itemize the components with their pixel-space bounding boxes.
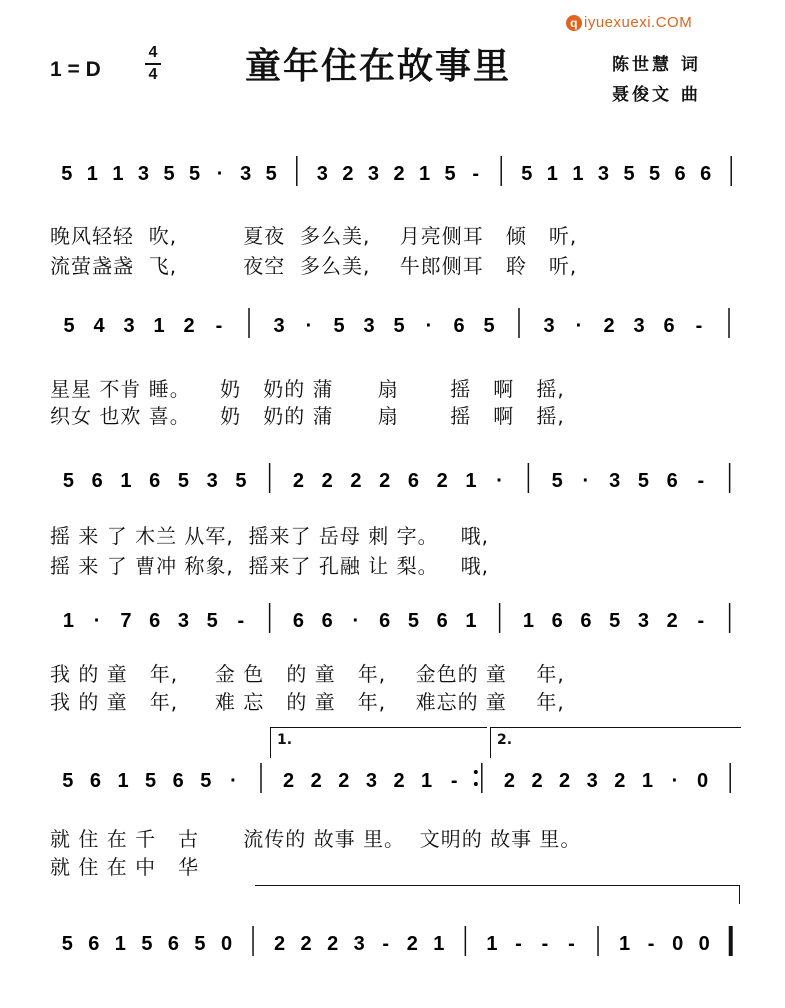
note: - <box>515 933 522 955</box>
composer-credit: 聂俊文 曲 <box>612 85 701 105</box>
note: 1 <box>619 933 631 955</box>
note: 5 <box>145 770 157 792</box>
note: - <box>450 770 458 792</box>
note: 2 <box>300 933 312 955</box>
note: 2 <box>406 933 418 955</box>
lyric-line-1a: 晚风轻轻 吹, 夏夜 多么美, 月亮侧耳 倾 听, <box>50 224 578 248</box>
note: 5 <box>623 163 635 185</box>
note: 3 <box>637 610 649 632</box>
note: 2 <box>342 163 354 185</box>
note: 3 <box>123 315 135 337</box>
note: 3 <box>367 163 380 185</box>
lyric-line-2b: 织女 也欢 喜。 奶 奶的 蒲 扇 摇 啊 摇, <box>50 404 565 428</box>
note: 3 <box>586 770 598 792</box>
note: 5 <box>235 470 247 492</box>
note: 1 <box>112 163 124 185</box>
note: 7 <box>120 610 132 632</box>
note: 2 <box>436 470 448 492</box>
note: 3 <box>633 315 645 337</box>
note: 1 <box>120 470 132 492</box>
note: - <box>382 933 390 955</box>
lyric-line-3b: 摇 来 了 曹冲 称象, 摇来了 孔融 让 梨。 哦, <box>50 554 490 578</box>
note: 0 <box>697 770 709 792</box>
note: 3 <box>363 315 375 337</box>
note: · <box>575 315 583 337</box>
note: 3 <box>240 163 252 185</box>
note: 0 <box>672 933 684 955</box>
note: 1 <box>465 610 477 632</box>
notation-line-2 <box>48 300 748 340</box>
note: - <box>215 315 223 337</box>
note: - <box>647 933 655 955</box>
note: · <box>216 163 224 185</box>
note: 6 <box>167 933 179 955</box>
note: 5 <box>194 933 206 955</box>
note: 6 <box>551 610 563 632</box>
note: 6 <box>91 470 103 492</box>
note: 1 <box>522 610 534 632</box>
note: 2 <box>350 470 362 492</box>
note: 3 <box>206 470 218 492</box>
note: 5 <box>163 163 175 185</box>
note: 3 <box>316 163 328 185</box>
note: 3 <box>365 770 377 792</box>
time-signature <box>145 44 161 84</box>
lyric-line-3a: 摇 来 了 木兰 从军, 摇来了 岳母 刺 字。 哦, <box>50 524 490 548</box>
note: 6 <box>580 610 592 632</box>
watermark <box>566 14 692 31</box>
note: - <box>472 163 480 185</box>
note: 5 <box>200 770 212 792</box>
note: - <box>697 610 705 632</box>
note: 5 <box>62 470 74 492</box>
note: 6 <box>89 770 101 792</box>
note: 3 <box>543 315 555 337</box>
note: · <box>425 315 433 337</box>
note: · <box>352 610 360 632</box>
note: 5 <box>521 163 533 185</box>
note: 2 <box>338 770 350 792</box>
lyric-line-2a: 星星 不肯 睡。 奶 奶的 蒲 扇 摇 啊 摇, <box>50 377 565 401</box>
notation-line-1 <box>48 148 748 188</box>
note: 5 <box>609 610 621 632</box>
note: · <box>305 315 313 337</box>
note: 5 <box>61 933 73 955</box>
note: 6 <box>666 470 678 492</box>
note: 2 <box>327 933 339 955</box>
note: 6 <box>663 315 675 337</box>
volta-2-label: 2. <box>497 732 513 748</box>
note: 1 <box>114 933 126 955</box>
note: 6 <box>379 610 391 632</box>
note: 2 <box>292 470 304 492</box>
note: 2 <box>183 315 195 337</box>
note: 2 <box>379 470 391 492</box>
key-signature: 1 = D <box>50 58 101 81</box>
lyric-line-5a: 就 住 在 千 古 流传的 故事 里。 文明的 故事 里。 <box>50 827 582 851</box>
note: 5 <box>61 163 73 185</box>
note: 5 <box>483 315 495 337</box>
volta-1-label: 1. <box>277 732 293 748</box>
note: 0 <box>220 933 233 955</box>
notation-svg-2 <box>48 300 748 350</box>
q-logo-icon: q <box>566 15 582 31</box>
note: 5 <box>188 163 201 185</box>
note: - <box>237 610 245 632</box>
note: 4 <box>93 315 105 337</box>
note: 1 <box>572 163 584 185</box>
note: 1 <box>486 933 498 955</box>
notation-svg-3 <box>48 455 748 505</box>
lyric-line-1b: 流萤盏盏 飞, 夜空 多么美, 牛郎侧耳 聆 听, <box>50 254 578 278</box>
note: 5 <box>551 470 563 492</box>
note: - <box>568 933 575 955</box>
note: 6 <box>88 933 100 955</box>
note: 0 <box>698 933 710 955</box>
note: 1 <box>546 163 558 185</box>
lyricist-credit: 陈世慧 词 <box>612 55 701 75</box>
notation-svg-1 <box>48 148 748 198</box>
song-title: 童年住在故事里 <box>245 46 512 87</box>
note: 3 <box>597 163 610 185</box>
note: 5 <box>206 610 218 632</box>
note: 5 <box>141 933 153 955</box>
note: 1 <box>153 315 165 337</box>
note: 1 <box>86 163 98 185</box>
note: 2 <box>603 315 615 337</box>
note: 2 <box>274 933 286 955</box>
note: 6 <box>149 610 161 632</box>
coda-bracket <box>255 885 740 904</box>
note: 2 <box>531 770 543 792</box>
lyric-line-4a: 我 的 童 年, 金 色 的 童 年, 金色的 童 年, <box>50 662 565 686</box>
note: 5 <box>62 770 74 792</box>
notation-line-6 <box>48 918 748 958</box>
note: 2 <box>503 770 515 792</box>
note: 5 <box>63 315 75 337</box>
note: 5 <box>177 470 189 492</box>
note: 6 <box>292 610 304 632</box>
note: 3 <box>609 470 621 492</box>
time-signature-top: 4 <box>148 44 158 61</box>
note: - <box>541 933 549 955</box>
note: 2 <box>559 770 571 792</box>
note: 5 <box>393 315 405 337</box>
note: 6 <box>407 470 419 492</box>
note: 1 <box>418 163 431 185</box>
note: · <box>93 610 101 632</box>
note: - <box>695 315 703 337</box>
note: - <box>697 470 705 492</box>
note: · <box>582 470 590 492</box>
note: 2 <box>283 770 295 792</box>
notation-line-5 <box>48 755 748 795</box>
repeat-dot <box>474 782 478 786</box>
note: 5 <box>648 163 661 185</box>
note: 2 <box>614 770 626 792</box>
note: 3 <box>137 163 150 185</box>
note: 2 <box>393 163 405 185</box>
note: · <box>671 770 679 792</box>
note: 6 <box>172 770 184 792</box>
volta-bracket-1 <box>270 727 487 758</box>
note: 1 <box>117 770 129 792</box>
note: 1 <box>433 933 445 955</box>
note: 3 <box>273 315 285 337</box>
note: 2 <box>393 770 405 792</box>
note: 1 <box>465 470 477 492</box>
note: · <box>496 470 503 492</box>
note: 5 <box>637 470 649 492</box>
notation-svg-5 <box>48 755 748 805</box>
volta-bracket-2 <box>490 727 741 758</box>
notation-line-4 <box>48 595 748 635</box>
note: 6 <box>436 610 448 632</box>
note: 5 <box>407 610 419 632</box>
note: 3 <box>353 933 365 955</box>
notation-svg-6 <box>48 918 748 968</box>
note: 1 <box>421 770 433 792</box>
time-signature-bottom: 4 <box>148 66 158 83</box>
note: 5 <box>444 163 456 185</box>
watermark-text: iyuexuexi.COM <box>584 14 693 31</box>
note: 6 <box>149 470 161 492</box>
notation-svg-4 <box>48 595 748 645</box>
repeat-dot <box>474 770 478 774</box>
note: 6 <box>674 163 686 185</box>
note: 1 <box>62 610 74 632</box>
note: 5 <box>333 315 345 337</box>
note: 3 <box>177 610 189 632</box>
note: 2 <box>666 610 678 632</box>
note: 2 <box>310 770 322 792</box>
notation-line-3 <box>48 455 748 495</box>
note: 6 <box>700 163 712 185</box>
note: · <box>230 770 237 792</box>
note: 2 <box>321 470 333 492</box>
note: 6 <box>453 315 465 337</box>
lyric-line-4b: 我 的 童 年, 难 忘 的 童 年, 难忘的 童 年, <box>50 690 565 714</box>
note: 6 <box>321 610 333 632</box>
note: 1 <box>641 770 653 792</box>
lyric-line-5b: 就 住 在 中 华 <box>50 855 200 879</box>
note: 5 <box>265 163 277 185</box>
